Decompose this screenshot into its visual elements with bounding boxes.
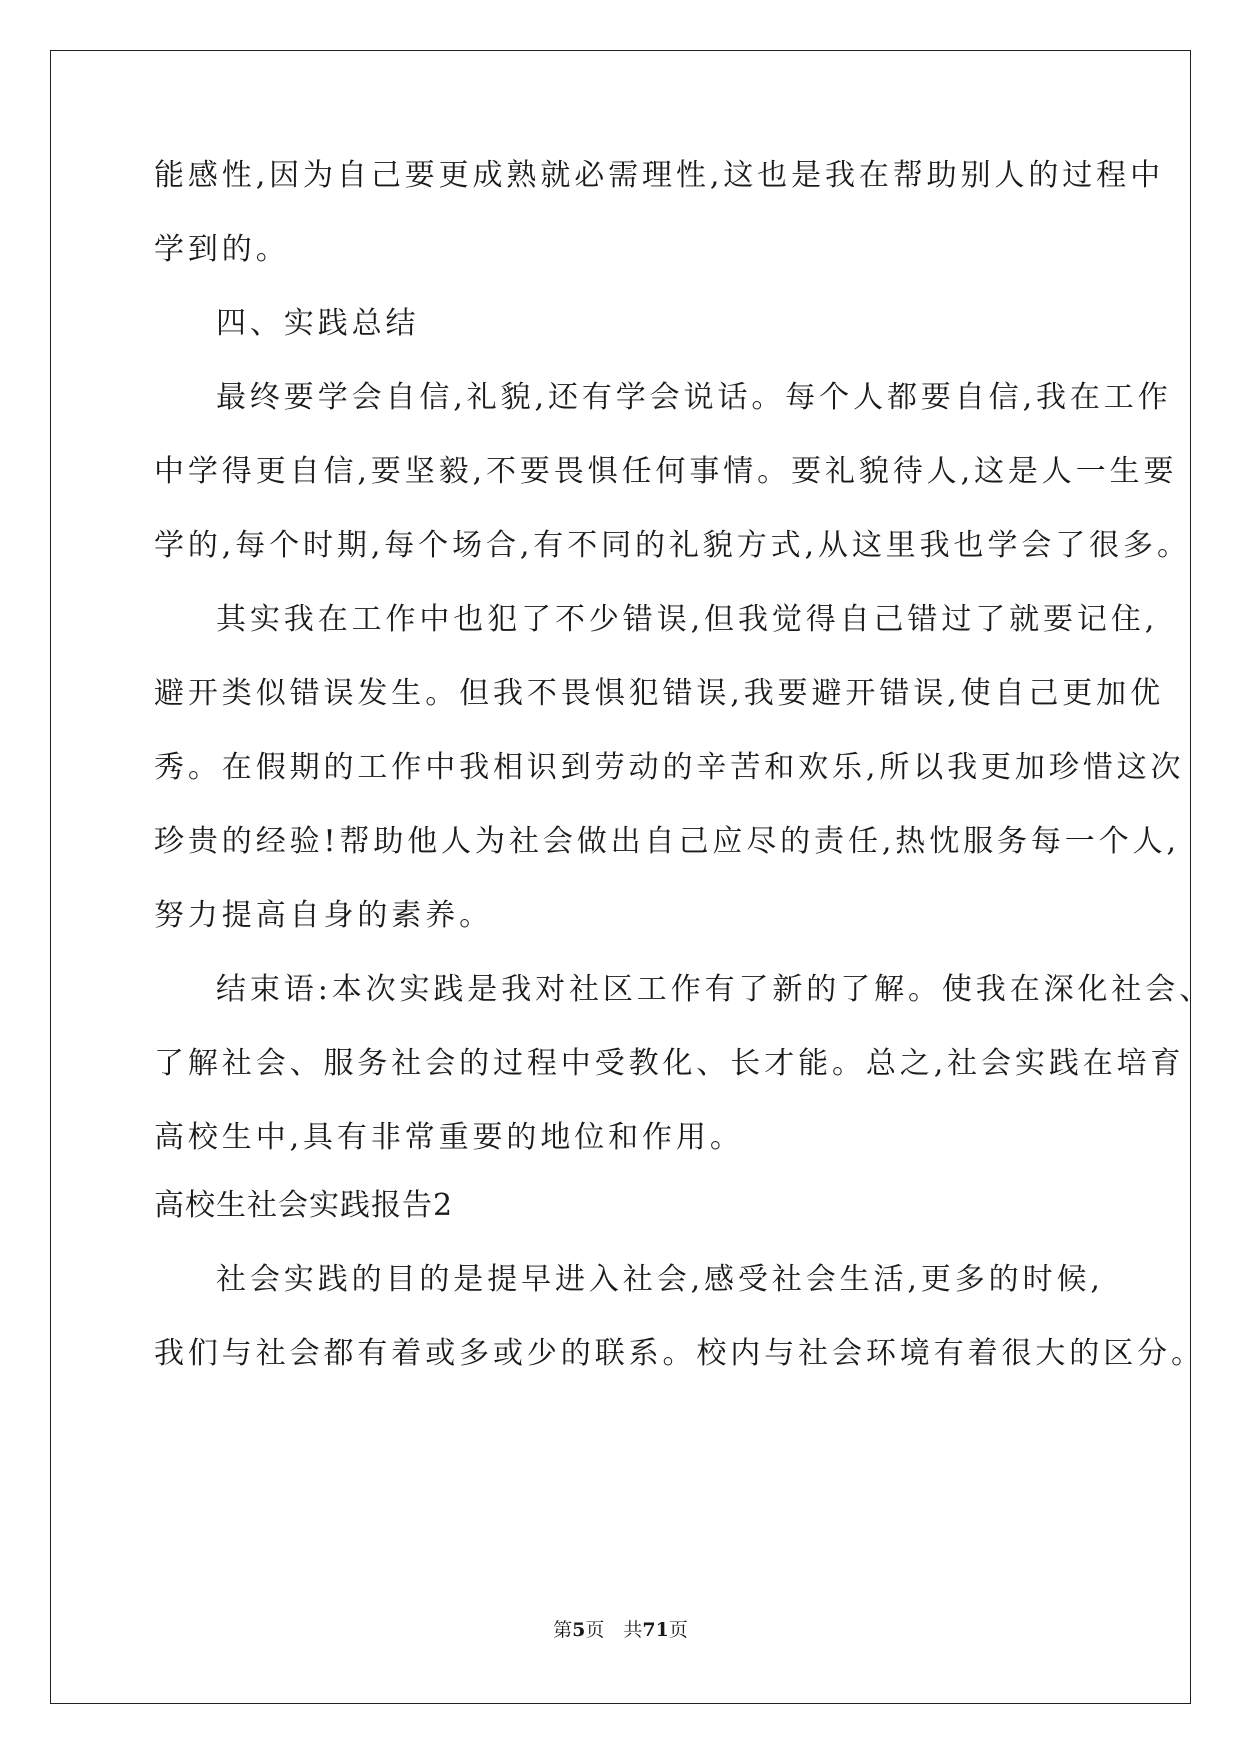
text-line: 珍贵的经验!帮助他人为社会做出自己应尽的责任,热忱服务每一个人, — [154, 824, 1180, 859]
text-line: 中学得更自信,要坚毅,不要畏惧任何事情。要礼貌待人,这是人一生要 — [154, 454, 1178, 489]
current-page-number: 5 — [572, 1619, 586, 1641]
text-line: 最终要学会自信,礼貌,还有学会说话。每个人都要自信,我在工作 — [216, 380, 1172, 415]
text-line: 结束语:本次实践是我对社区工作有了新的了解。使我在深化社会、 — [216, 972, 1214, 1007]
text-line: 能感性,因为自己要更成熟就必需理性,这也是我在帮助别人的过程中 — [154, 158, 1164, 193]
page-footer — [0, 1618, 1241, 1642]
section-heading: 四、实践总结 — [216, 306, 420, 341]
text-line: 学到的。 — [154, 232, 290, 267]
text-line: 学的,每个时期,每个场合,有不同的礼貌方式,从这里我也学会了很多。 — [154, 528, 1191, 563]
footer-suffix: 页 — [668, 1619, 688, 1641]
text-line: 了解社会、服务社会的过程中受教化、长才能。总之,社会实践在培育 — [154, 1046, 1185, 1081]
footer-mid: 页 共 — [585, 1619, 643, 1641]
page-border — [50, 50, 1191, 1704]
footer-prefix: 第 — [553, 1619, 573, 1641]
text-line: 秀。在假期的工作中我相识到劳动的辛苦和欢乐,所以我更加珍惜这次 — [154, 750, 1185, 785]
text-line: 努力提高自身的素养。 — [154, 898, 493, 933]
text-line: 其实我在工作中也犯了不少错误,但我觉得自己错过了就要记住, — [216, 602, 1159, 637]
report-title: 高校生社会实践报告2 — [154, 1188, 454, 1223]
total-page-number: 71 — [642, 1619, 669, 1641]
text-line: 社会实践的目的是提早进入社会,感受社会生活,更多的时候, — [216, 1262, 1104, 1297]
text-line: 避开类似错误发生。但我不畏惧犯错误,我要避开错误,使自己更加优 — [154, 676, 1164, 711]
text-line: 我们与社会都有着或多或少的联系。校内与社会环境有着很大的区分。 — [154, 1336, 1205, 1371]
text-line: 高校生中,具有非常重要的地位和作用。 — [154, 1120, 744, 1155]
